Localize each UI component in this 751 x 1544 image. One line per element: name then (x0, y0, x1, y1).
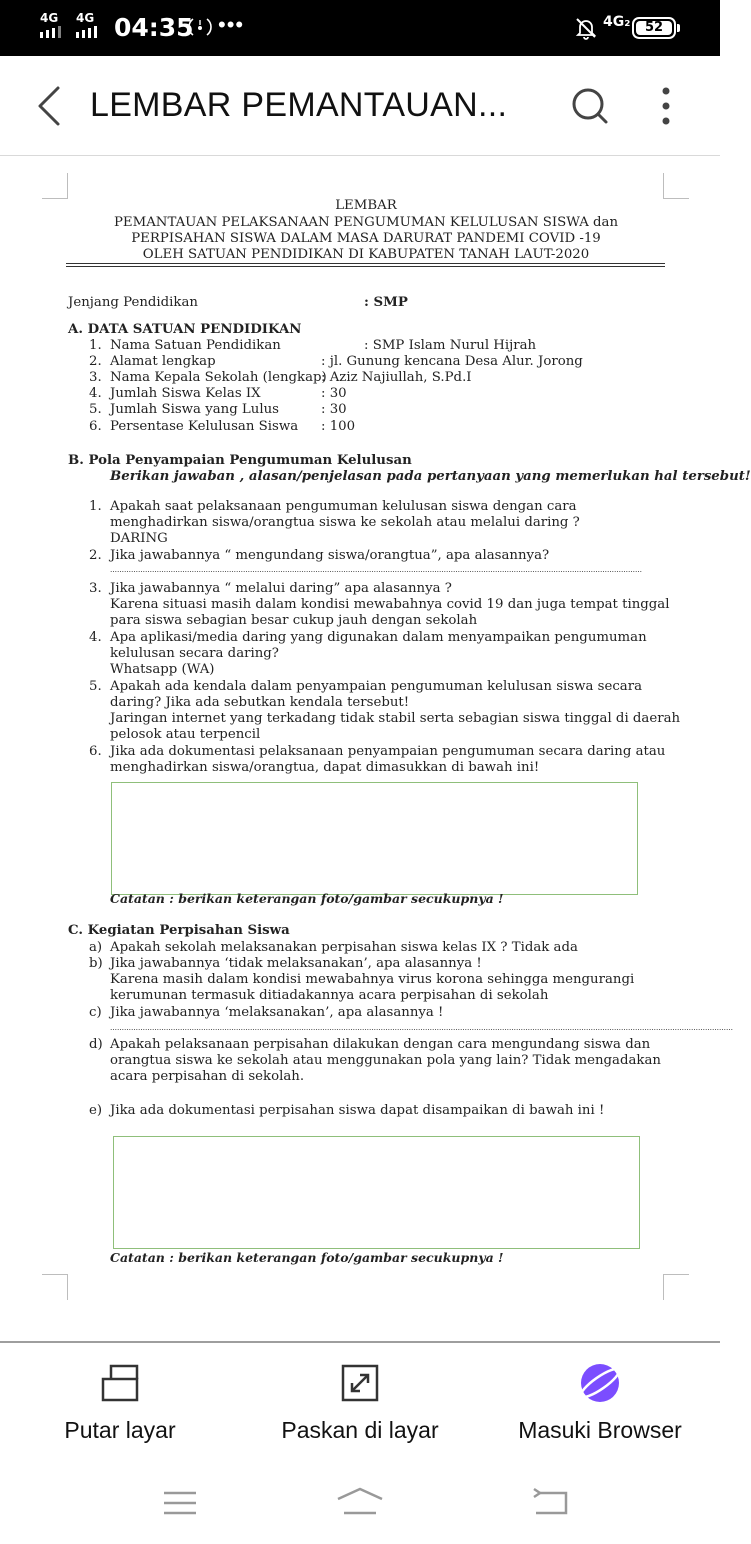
photo-placeholder-box (113, 1136, 640, 1249)
answer-text: Jaringan internet yang terkadang tidak stabil serta sebagian siswa tinggal di daerah (110, 711, 681, 726)
question-text: Apa aplikasi/media daring yang digunakan dalam menyampaikan pengumuman (110, 630, 647, 645)
data-item-value: : 30 (321, 386, 347, 401)
data-item-label: Persentase Kelulusan Siswa (110, 419, 299, 434)
question-text: kelulusan secara daring? (110, 646, 279, 661)
rotate-screen-icon (100, 1363, 140, 1403)
question-text: orangtua siswa ke sekolah atau menggunakan pola yang lain? Tidak mengadakan (110, 1053, 661, 1068)
question-text: Jika jawabannya ‘tidak melaksanakan’, apa alasannya ! (110, 956, 482, 971)
data-item-value: : SMP Islam Nurul Hijrah (364, 338, 537, 353)
crop-mark (42, 173, 68, 199)
question-number: 4. (89, 630, 102, 645)
system-nav-bar (0, 1461, 720, 1544)
back-arrow-icon[interactable] (520, 1483, 580, 1523)
section-c-title: C. Kegiatan Perpisahan Siswa (68, 923, 290, 938)
section-b-title: B. Pola Penyampaian Pengumuman Kelulusan (68, 453, 412, 468)
data-item-label: Jumlah Siswa Kelas IX (110, 386, 261, 401)
battery-icon (632, 17, 676, 39)
question-number: 5. (89, 679, 102, 694)
network-type-label: 4G₂ (603, 14, 631, 30)
answer-text: kerumunan termasuk ditiadakannya acara perpisahan di sekolah (110, 988, 549, 1003)
header-divider (66, 266, 665, 267)
photo-note: Catatan : berikan keterangan foto/gambar secukupnya ! (110, 1250, 504, 1265)
fit-screen-icon (340, 1363, 380, 1403)
question-number: 1. (89, 499, 102, 514)
menu-icon[interactable] (150, 1483, 210, 1523)
photo-note: Catatan : berikan keterangan foto/gambar secukupnya ! (110, 891, 504, 906)
question-text: daring? Jika ada sebutkan kendala tersebut! (110, 695, 410, 710)
section-a-title: A. DATA SATUAN PENDIDIKAN (68, 322, 302, 337)
question-text: Jika ada dokumentasi pelaksanaan penyampaian pengumuman secara daring atau (110, 744, 666, 759)
data-item-value: : 100 (321, 419, 356, 434)
answer-blank: …………………………………………………………………………………………………………………………………………………………………………………………………………………………………………… (110, 1024, 733, 1032)
jenjang-value: : SMP (364, 295, 408, 310)
question-number: 6. (89, 744, 102, 759)
section-b-instruction: Berikan jawaban , alasan/penjelasan pada pertanyaan yang memerlukan hal tersebut! (110, 469, 751, 484)
data-item-label: Nama Kepala Sekolah (lengkap) (110, 370, 327, 385)
status-bar (0, 0, 720, 56)
question-number: a) (89, 940, 103, 955)
question-number: d) (89, 1037, 103, 1052)
data-item-label: Alamat lengkap (110, 354, 216, 369)
data-item-label: Jumlah Siswa yang Lulus (110, 402, 279, 417)
data-item-value: : 30 (321, 402, 347, 417)
crop-mark (663, 173, 689, 199)
question-text: Jika jawabannya “ melalui daring” apa alasannya ? (110, 581, 452, 596)
question-text: Jika jawabannya ‘melaksanakan’, apa alasannya ! (110, 1005, 444, 1020)
data-item-number: 1. (89, 338, 102, 353)
question-text: Apakah ada kendala dalam penyampaian pengumuman kelulusan siswa secara (110, 679, 643, 694)
sim2-signal-icon (76, 26, 106, 38)
fit-screen-label: Paskan di layar (281, 1417, 439, 1443)
clock: 04:35 (114, 13, 194, 42)
photo-placeholder-box (111, 782, 638, 895)
question-text: Apakah pelaksanaan perpisahan dilakukan dengan cara mengundang siswa dan (110, 1037, 651, 1052)
data-item-value: : jl. Gunung kencana Desa Alur. Jorong (321, 354, 583, 369)
question-text: Jika jawabannya “ mengundang siswa/orangtua”, apa alasannya? (110, 548, 550, 563)
page-title: LEMBAR PEMANTAUAN... (90, 86, 508, 124)
question-number: c) (89, 1005, 102, 1020)
answer-text: para siswa sebagian besar cukup jauh dengan sekolah (110, 613, 478, 628)
jenjang-label: Jenjang Pendidikan (68, 295, 198, 310)
data-item-number: 4. (89, 386, 102, 401)
doc-header-line: LEMBAR (335, 198, 397, 213)
data-item-number: 3. (89, 370, 102, 385)
data-item-number: 2. (89, 354, 102, 369)
sim1-network-label: 4G (40, 11, 59, 25)
question-number: 3. (89, 581, 102, 596)
battery-level: 52 (636, 21, 672, 35)
question-text: Jika ada dokumentasi perpisahan siswa dapat disampaikan di bawah ini ! (110, 1103, 605, 1118)
question-number: b) (89, 956, 103, 971)
rotate-screen-label: Putar layar (64, 1417, 176, 1443)
more-vertical-icon[interactable] (652, 84, 680, 128)
fit-screen-button[interactable] (240, 1343, 480, 1463)
data-item-label: Nama Satuan Pendidikan (110, 338, 281, 353)
open-browser-button[interactable] (480, 1343, 720, 1463)
header-divider (66, 263, 665, 264)
crop-mark (42, 1274, 68, 1300)
question-text: menghadirkan siswa/orangtua, dapat dimasukkan di bawah ini! (110, 760, 540, 775)
hotspot-icon (188, 16, 212, 38)
answer-text: pelosok atau terpencil (110, 727, 261, 742)
question-text: Apakah saat pelaksanaan pengumuman kelulusan siswa dengan cara (110, 499, 577, 514)
doc-header-line: OLEH SATUAN PENDIDIKAN DI KABUPATEN TANAH LAUT-2020 (142, 247, 590, 262)
open-browser-label: Masuki Browser (518, 1417, 682, 1443)
answer-text: DARING (110, 531, 168, 546)
answer-text: Karena situasi masih dalam kondisi mewabahnya covid 19 dan juga tempat tinggal (110, 597, 670, 612)
rotate-screen-button[interactable] (0, 1343, 240, 1463)
sim1-signal-icon (40, 26, 70, 38)
chevron-left-icon[interactable] (30, 84, 70, 128)
more-notifications-icon: ••• (218, 12, 245, 37)
doc-header-line: PEMANTAUAN PELAKSANAAN PENGUMUMAN KELULUSAN SISWA dan (113, 215, 619, 230)
answer-blank: ………………………………………………………………………………………………………………………………………………………………………………………………………… (110, 566, 642, 574)
question-number: 2. (89, 548, 102, 563)
answer-text: Whatsapp (WA) (110, 662, 215, 677)
question-text: acara perpisahan di sekolah. (110, 1069, 305, 1084)
question-number: e) (89, 1103, 103, 1118)
answer-text: Karena masih dalam kondisi mewabahnya virus korona sehingga mengurangi (110, 972, 635, 987)
sim2-network-label: 4G (76, 11, 95, 25)
doc-header-line: PERPISAHAN SISWA DALAM MASA DARURAT PANDEMI COVID -19 (131, 231, 601, 246)
data-item-number: 6. (89, 419, 102, 434)
search-icon[interactable] (570, 86, 610, 126)
question-text: menghadirkan siswa/orangtua siswa ke sekolah atau melalui daring ? (110, 515, 580, 530)
bell-off-icon (574, 16, 598, 40)
crop-mark (663, 1274, 689, 1300)
question-text: Apakah sekolah melaksanakan perpisahan siswa kelas IX ? Tidak ada (110, 940, 578, 955)
planet-browser-icon (578, 1361, 622, 1405)
app-bar (0, 56, 720, 156)
data-item-value: : Aziz Najiullah, S.Pd.I (321, 370, 472, 385)
document-page[interactable] (0, 157, 751, 1341)
home-icon[interactable] (330, 1483, 390, 1523)
data-item-number: 5. (89, 402, 102, 417)
bottom-toolbar (0, 1341, 720, 1461)
